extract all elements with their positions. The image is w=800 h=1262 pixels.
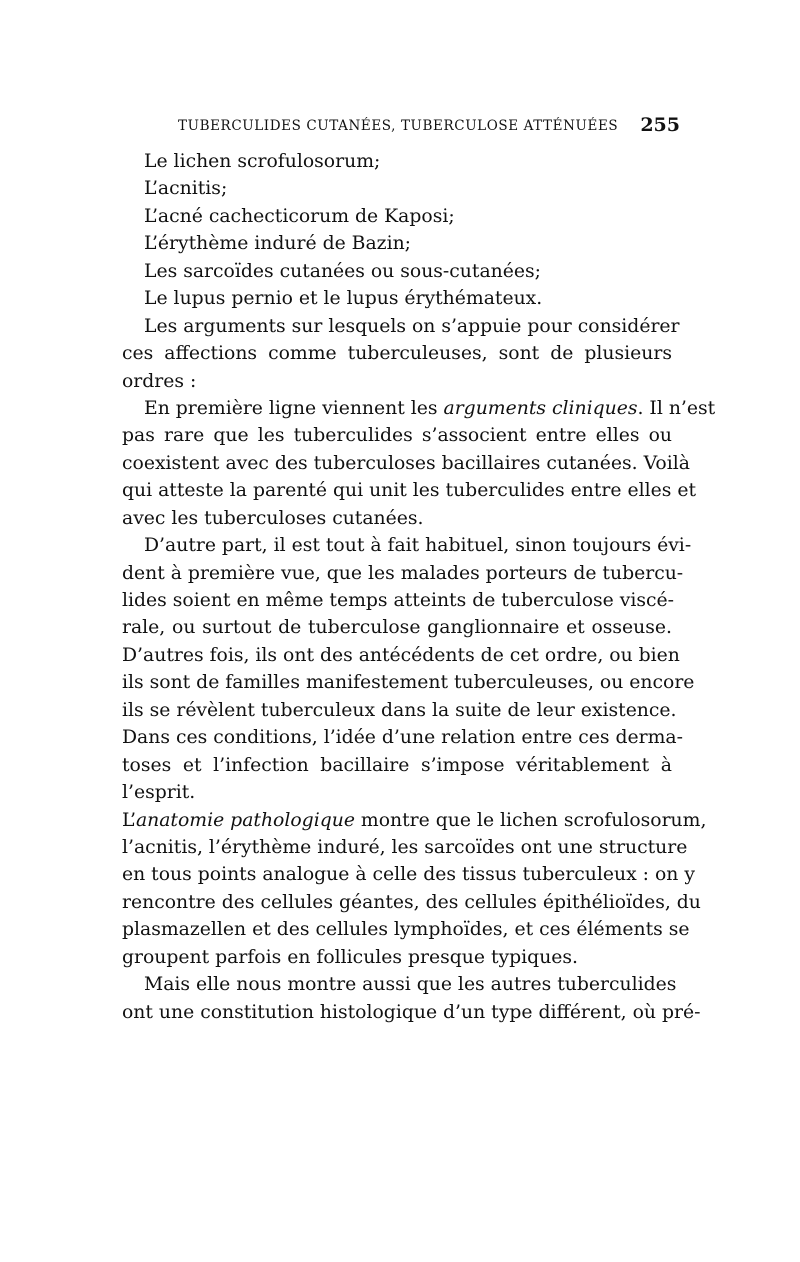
paragraph-line: ils sont de familles manifestement tuberculeuses, ou encore xyxy=(122,672,695,694)
paragraph-line: l’acnitis, l’érythème induré, les sarcoïdes ont une structure xyxy=(122,836,688,858)
paragraph-line: toses et l’infection bacillaire s’impose véritablement à xyxy=(122,754,672,776)
page-number: 255 xyxy=(640,114,680,136)
paragraph-line: D’autre part, il est tout à fait habituel, sinon toujours évi- xyxy=(144,535,692,557)
text-run: En première ligne viennent les xyxy=(144,397,438,419)
list-item: L’acnitis; xyxy=(144,178,228,200)
paragraph-line: plasmazellen et des cellules lymphoïdes, et ces éléments se xyxy=(122,919,690,941)
paragraph-line: rale, ou surtout de tuberculose ganglionnaire et osseuse. xyxy=(122,617,672,639)
italic-term: arguments cliniques xyxy=(443,397,638,419)
text-run: montre que le lichen scrofulosorum, xyxy=(354,809,707,831)
paragraph-line: lides soient en même temps atteints de tuberculose viscé- xyxy=(122,590,674,611)
paragraph-line: l’esprit. xyxy=(122,782,196,804)
running-title: TUBERCULIDES CUTANÉES, TUBERCULOSE ATTÉNUÉES xyxy=(178,118,619,134)
body-text xyxy=(122,148,716,1026)
paragraph-line: dent à première vue, que les malades porteurs de tubercu- xyxy=(122,562,684,584)
paragraph-line: coexistent avec des tuberculoses bacillaires cutanées. Voilà xyxy=(122,452,690,474)
list-item: L’érythème induré de Bazin; xyxy=(144,233,412,255)
list-item: Le lupus pernio et le lupus érythémateux. xyxy=(144,288,543,310)
text-run: . Il n’est xyxy=(637,397,716,419)
text-run: L’ xyxy=(122,809,136,831)
paragraph-line: groupent parfois en follicules presque typiques. xyxy=(122,946,579,968)
list-item: Les sarcoïdes cutanées ou sous-cutanées; xyxy=(144,260,541,282)
running-head xyxy=(120,112,680,140)
paragraph-line xyxy=(122,395,716,422)
paragraph-line: ils se révèlent tuberculeux dans la suite de leur existence. xyxy=(122,699,677,721)
paragraph-line: Dans ces conditions, l’idée d’une relation entre ces derma- xyxy=(122,727,683,749)
paragraph-line: qui atteste la parenté qui unit les tuberculides entre elles et xyxy=(122,480,696,502)
paragraph-line: en tous points analogue à celle des tissus tuberculeux : on y xyxy=(122,864,695,886)
paragraph-line: Les arguments sur lesquels on s’appuie pour considérer xyxy=(144,315,680,337)
list-item: Le lichen scrofulosorum; xyxy=(144,151,381,172)
paragraph-line: ont une constitution histologique d’un type différent, où pré- xyxy=(122,1001,701,1023)
paragraph-line: Mais elle nous montre aussi que les autres tuberculides xyxy=(144,974,677,996)
paragraph-line xyxy=(122,807,707,834)
list-item: L’acné cachecticorum de Kaposi; xyxy=(144,205,455,227)
paragraph-line: pas rare que les tuberculides s’associent entre elles ou xyxy=(122,425,672,447)
italic-term: anatomie pathologique xyxy=(135,809,355,831)
paragraph-line: avec les tuberculoses cutanées. xyxy=(122,507,424,529)
paragraph-line: ces affections comme tuberculeuses, sont de plusieurs xyxy=(122,343,672,365)
paragraph-line: D’autres fois, ils ont des antécédents de cet ordre, ou bien xyxy=(122,644,680,666)
paragraph-line: rencontre des cellules géantes, des cellules épithélioïdes, du xyxy=(122,891,701,913)
paragraph-line: ordres : xyxy=(122,370,197,392)
